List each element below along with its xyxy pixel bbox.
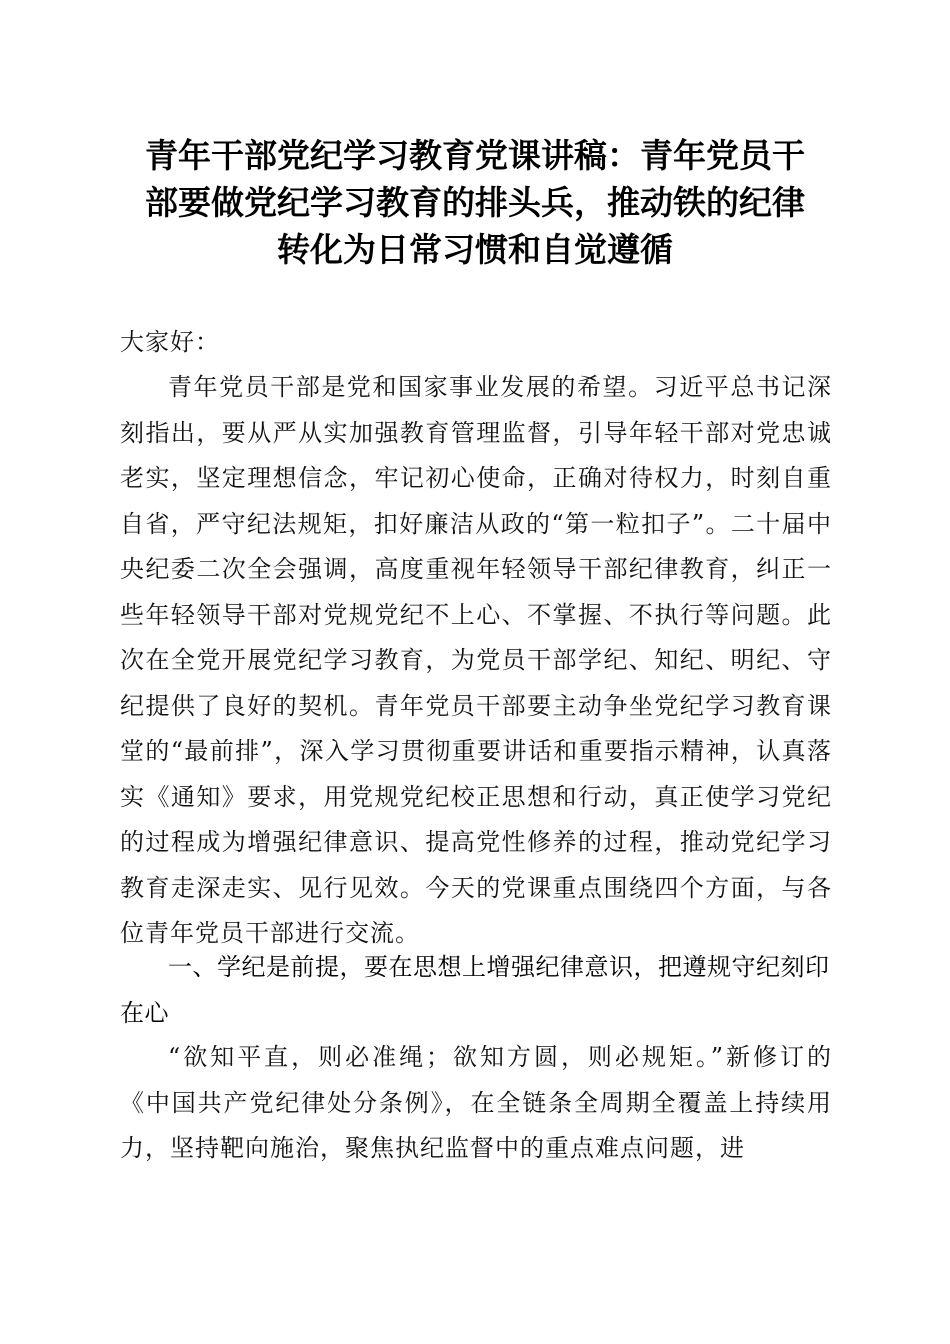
section-heading: 一、学纪是前提，要在思想上增强纪律意识，把遵规守纪刻印在心 xyxy=(120,953,830,1027)
title-line: 部要做党纪学习教育的排头兵，推动铁的纪律 xyxy=(145,183,805,222)
title-line: 青年干部党纪学习教育党课讲稿：青年党员干 xyxy=(145,136,805,175)
document-title xyxy=(110,132,840,273)
title-line: 转化为日常习惯和自觉遵循 xyxy=(277,230,673,269)
greeting: 大家好： xyxy=(120,328,220,356)
intro-paragraph: 青年党员干部是党和国家事业发展的希望。习近平总书记深刻指出，要从严从实加强教育管理监督，引导年轻干部对党忠诚老实，坚定理想信念，牢记初心使命，正确对待权力，时刻自重自省，严守纪法规矩，扣好廉洁从政的“第一粒扣子”。二十届中央纪委二次全会强调，高度重视年轻领导干部纪律教育，纠正一些年轻领导干部对党规党纪不上心、不掌握、不执行等问题。此次在全党开展党纪学习教育，为党员干部学纪、知纪、明纪、守纪提供了良好的契机。青年党员干部要主动争坐党纪学习教育课堂的“最前排”，深入学习贯彻重要讲话和重要指示精神，认真落实《通知》要求，用党规党纪校正思想和行动，真正使学习党纪的过程成为增强纪律意识、提高党性修养的过程，推动党纪学习教育走深走实、见行见效。今天的党课重点围绕四个方面，与各位青年党员干部进行交流。 xyxy=(120,373,832,947)
section-paragraph: “欲知平直，则必准绳；欲知方圆，则必规矩。”新修订的《中国共产党纪律处分条例》，在全链条全周期全覆盖上持续用力，坚持靶向施治，聚焦执纪监督中的重点难点问题，进 xyxy=(120,1043,832,1162)
